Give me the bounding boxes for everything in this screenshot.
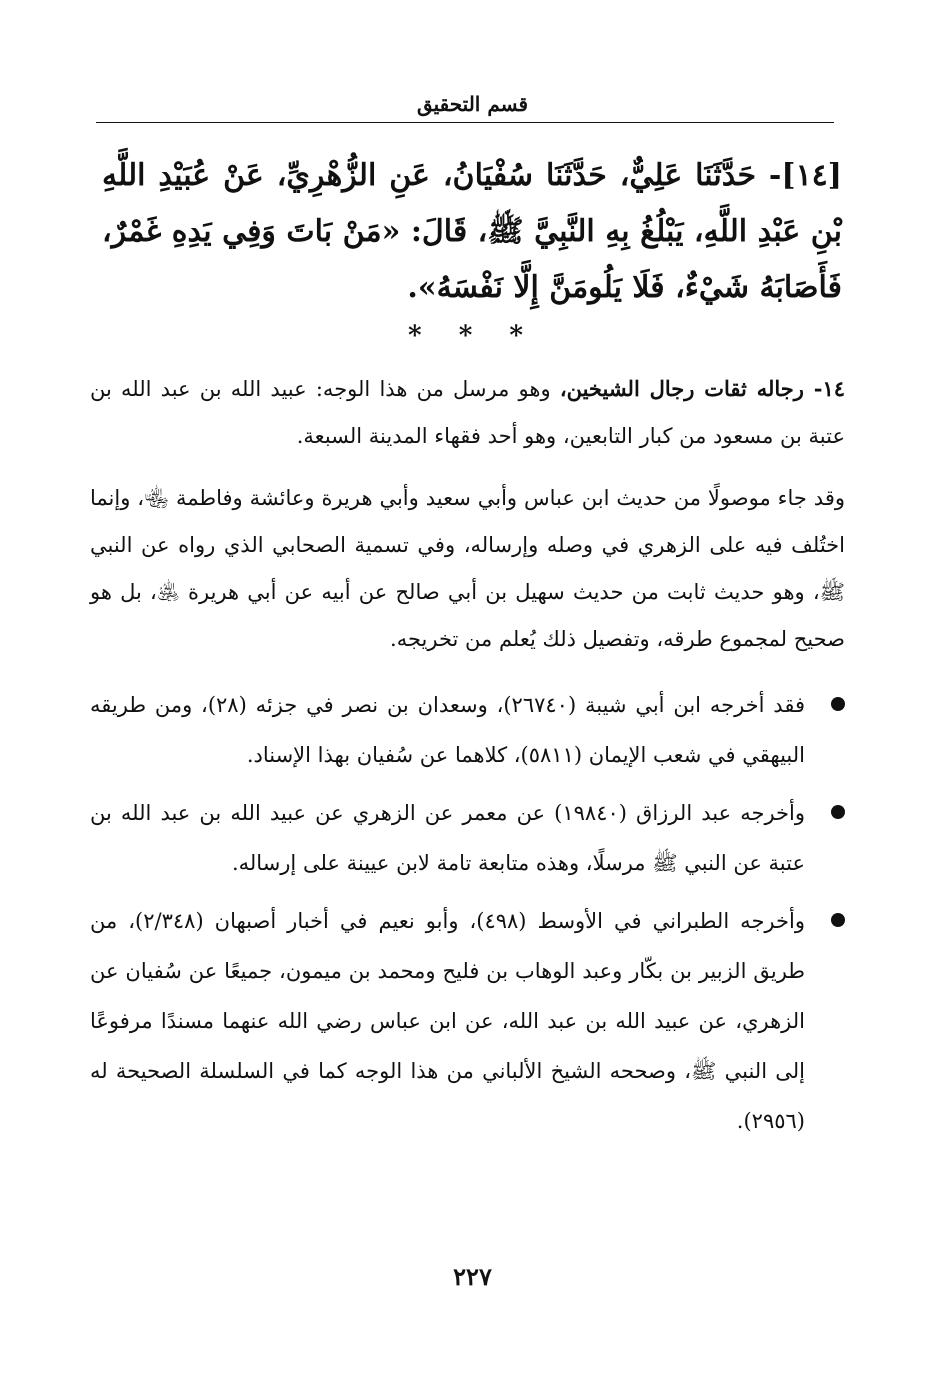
hadith-text: [١٤]- حَدَّثَنَا عَلِيٌّ، حَدَّثَنَا سُفْيَانُ، عَنِ الزُّهْرِيِّ، عَنْ عُبَيْدِ اللَّهِ بْنِ عَبْدِ اللَّهِ، يَبْلُغُ بِهِ النَّبِيَّ ﷺ، قَالَ: «مَنْ بَاتَ وَفِي يَدِهِ غَمْرٌ، فَأَصَابَهُ شَيْءٌ، فَلَا يَلُومَنَّ إِلَّا نَفْسَهُ». [102, 158, 842, 305]
commentary-lead: ١٤- رجاله ثقات رجال الشيخين، [559, 376, 845, 401]
running-header: قسم التحقيق [416, 92, 529, 116]
section-separator: * * * [408, 321, 537, 351]
commentary-body: وهو مرسل من هذا الوجه: عبيد الله بن عبد الله بن عتبة بن مسعود من كبار التابعين، وهو أحد فقهاء المدينة السبعة. [90, 377, 845, 448]
commentary-paragraph-2: وقد جاء موصولًا من حديث ابن عباس وأبي سعيد وأبي هريرة وعائشة وفاطمة ﵄، وإنما اختُلف فيه على الزهري في وصله وإرساله، وفي تسمية الصحابي الذي رواه عن النبي ﷺ، وهو حديث ثابت من حديث سهيل بن أبي صالح عن أبيه عن أبي هريرة ﵁، بل هو صحيح لمجموع طرقه، وتفصيل ذلك يُعلم من تخريجه. [90, 486, 845, 651]
takhrij-item-text: فقد أخرجه ابن أبي شيبة (٢٦٧٤٠)، وسعدان بن نصر في جزئه (٢٨)، ومن طريقه البيهقي في شعب الإيمان (٥٨١١)، كلاهما عن سُفيان بهذا الإسناد. [90, 693, 805, 767]
takhrij-item [90, 788, 845, 888]
takhrij-item [90, 896, 845, 1146]
takhrij-item [90, 680, 845, 780]
takhrij-list [90, 680, 845, 1154]
bullet-dot-icon [831, 913, 845, 927]
header-rule [96, 122, 834, 123]
page-number: ٢٢٧ [453, 1262, 492, 1291]
commentary-paragraph-1 [90, 365, 845, 460]
takhrij-item-text: وأخرجه الطبراني في الأوسط (٤٩٨)، وأبو نعيم في أخبار أصبهان (٢/٣٤٨)، من طريق الزبير بن بكّار وعبد الوهاب بن فليح ومحمد بن ميمون، جميعًا عن سُفيان عن الزهري، عن عبيد الله بن عبد الله، عن ابن عباس رضي الله عنهما مسندًا مرفوعًا إلى النبي ﷺ، وصححه الشيخ الألباني من هذا الوجه كما في السلسلة الصحيحة له (٢٩٥٦). [90, 909, 805, 1133]
takhrij-item-text: وأخرجه عبد الرزاق (١٩٨٤٠) عن معمر عن الزهري عن عبيد الله بن عبد الله بن عتبة عن النبي ﷺ مرسلًا، وهذه متابعة تامة لابن عيينة على إرساله. [90, 801, 805, 875]
bullet-dot-icon [831, 697, 845, 711]
bullet-dot-icon [831, 805, 845, 819]
